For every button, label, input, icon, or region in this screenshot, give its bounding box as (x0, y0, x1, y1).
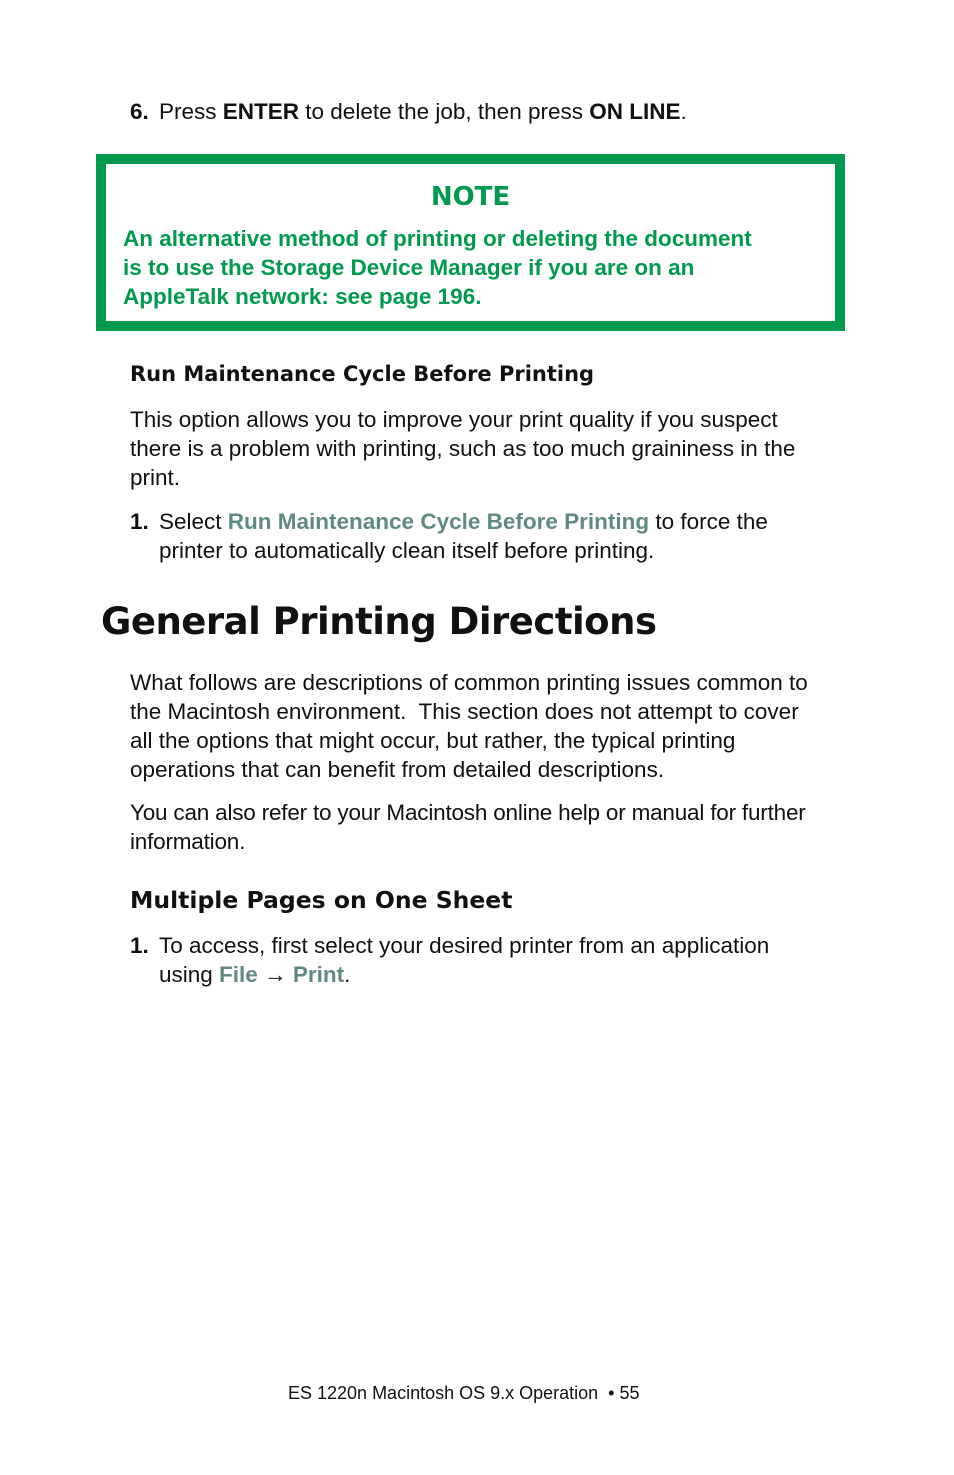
step-number: 1. (130, 509, 149, 534)
menu-option-run-maintenance: Run Maintenance Cycle Before Printing (227, 509, 650, 534)
note-box (96, 154, 845, 331)
step-6-text: Press ENTER to delete the job, then press ON LINE. (159, 99, 687, 124)
note-title: NOTE (430, 182, 511, 212)
step-number: 1. (130, 933, 149, 958)
general-paragraph-2: You can also refer to your Macintosh online help or manual for further information. (130, 800, 806, 854)
arrow-icon: → (257, 962, 293, 987)
multiple-pages-heading: Multiple Pages on One Sheet (130, 886, 513, 914)
note-text: An alternative method of printing or deleting the document is to use the Storage Device Manager if you are on an AppleTalk network: see page 196. (123, 226, 752, 309)
step-number: 6. (130, 99, 149, 124)
general-paragraph-1: What follows are descriptions of common printing issues common to the Macintosh environment. This section does not attempt to cover all the options that might occur, but rather, the typical printing operations that can benefit from detailed descriptions. (130, 670, 808, 782)
maintenance-heading: Run Maintenance Cycle Before Printing (130, 362, 595, 386)
multiple-step-1: 1. To access, first select your desired printer from an application using File → Print. (130, 933, 770, 987)
general-heading: General Printing Directions (101, 600, 657, 643)
maintenance-step-1: 1. Select Run Maintenance Cycle Before Printing to force the printer to automatically clean itself before printing. (130, 509, 768, 563)
maintenance-paragraph: This option allows you to improve your print quality if you suspect there is a problem with printing, such as too much graininess in the print. (130, 407, 796, 490)
enter-key-label: ENTER (222, 99, 300, 124)
on-line-key-label: ON LINE (589, 99, 681, 124)
page-footer: ES 1220n Macintosh OS 9.x Operation • 55 (288, 1383, 640, 1403)
menu-print: Print (292, 962, 345, 987)
menu-file: File (219, 962, 258, 987)
